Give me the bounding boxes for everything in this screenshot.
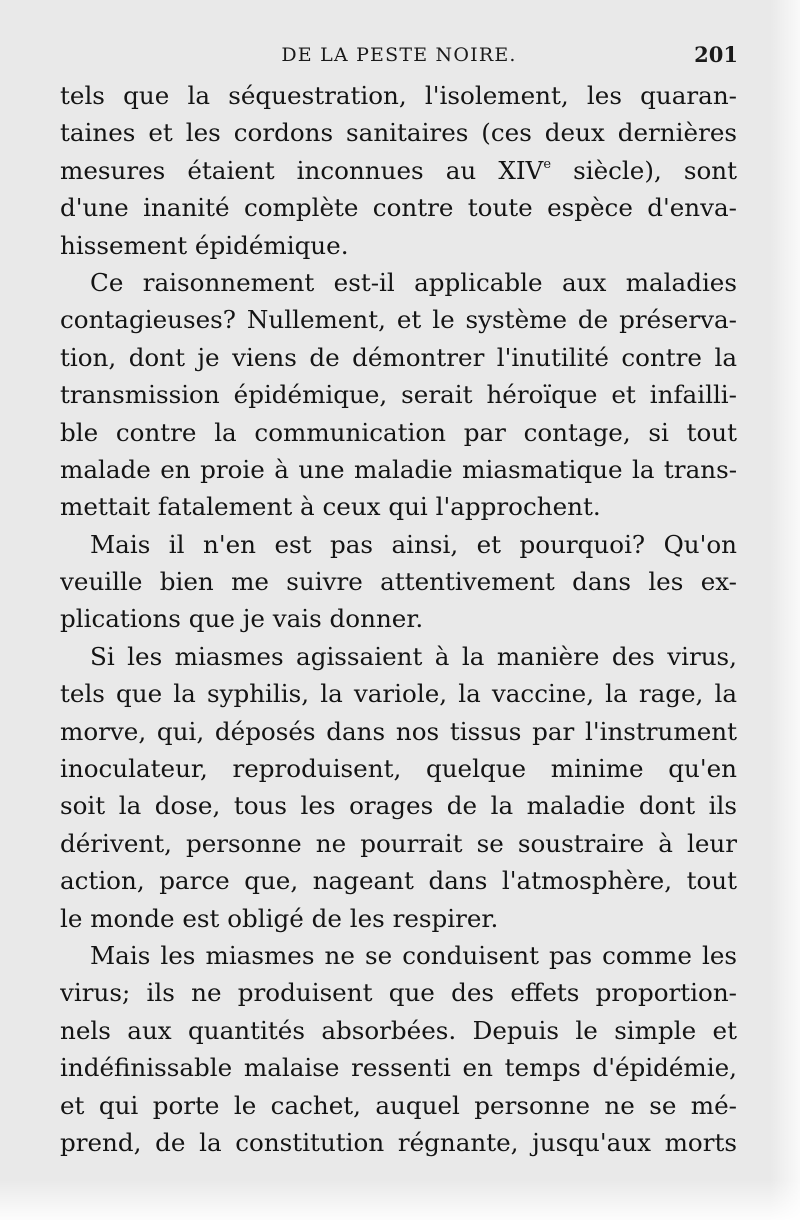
text-line: tels que la syphilis, la variole, la vaccine, la rage, la [60,679,737,709]
paragraph-first-line: Si les miasmes agissaient à la manière des virus, [90,641,737,671]
text-segment: siècle), sont [551,155,737,185]
text-line: tion, dont je viens de démontrer l'inutilité contre la [60,342,737,372]
text-line: indéfinissable malaise ressenti en temps d'épidémie, [60,1053,737,1083]
text-line: le monde est obligé de les respirer. [60,903,499,933]
text-line: d'une inanité complète contre toute espèce d'enva- [60,193,737,223]
text-line: mettait fatalement à ceux qui l'approchent. [60,492,601,522]
body-text [60,77,737,1161]
text-line: et qui porte le cachet, auquel personne ne se mé- [60,1090,737,1120]
text-line: soit la dose, tous les orages de la maladie dont ils [60,791,737,821]
text-segment: mesures étaient inconnues au XIV [60,155,544,185]
text-line: nels aux quantités absorbées. Depuis le simple et [60,1015,737,1045]
running-header [60,40,738,74]
paragraph-first-line: Mais les miasmes ne se conduisent pas comme les [90,940,737,970]
text-line: ble contre la communication par contage, si tout [60,417,737,447]
text-line: contagieuses? Nullement, et le système de préserva- [60,305,737,335]
text-line: hissement épidémique. [60,230,349,260]
paragraph-first-line: Ce raisonnement est-il applicable aux maladies [90,267,737,297]
superscript: e [543,156,552,172]
text-line: inoculateur, reproduisent, quelque minime qu'en [60,754,737,784]
paragraph-first-line: Mais il n'en est pas ainsi, et pourquoi? Qu'on [90,529,737,559]
page-edge-right [770,0,800,1220]
text-line: virus; ils ne produisent que des effets proportion- [60,978,737,1008]
text-line: taines et les cordons sanitaires (ces deux dernières [60,118,737,148]
running-title: DE LA PESTE NOIRE. [281,44,517,66]
page-edge-bottom [0,1180,800,1220]
text-line: plications que je vais donner. [60,604,424,634]
text-line: transmission épidémique, serait héroïque et infailli- [60,380,737,410]
text-line: dérivent, personne ne pourrait se soustraire à leur [60,828,737,858]
text-line: veuille bien me suivre attentivement dans les ex- [60,567,737,597]
page-number: 201 [694,42,738,67]
text-line: malade en proie à une maladie miasmatique la trans- [60,454,737,484]
text-line: prend, de la constitution régnante, jusqu'aux morts [60,1127,737,1157]
text-line [60,152,737,189]
text-line: morve, qui, déposés dans nos tissus par l'instrument [60,716,737,746]
text-line: tels que la séquestration, l'isolement, les quaran- [60,81,737,110]
text-line: action, parce que, nageant dans l'atmosphère, tout [60,866,737,896]
